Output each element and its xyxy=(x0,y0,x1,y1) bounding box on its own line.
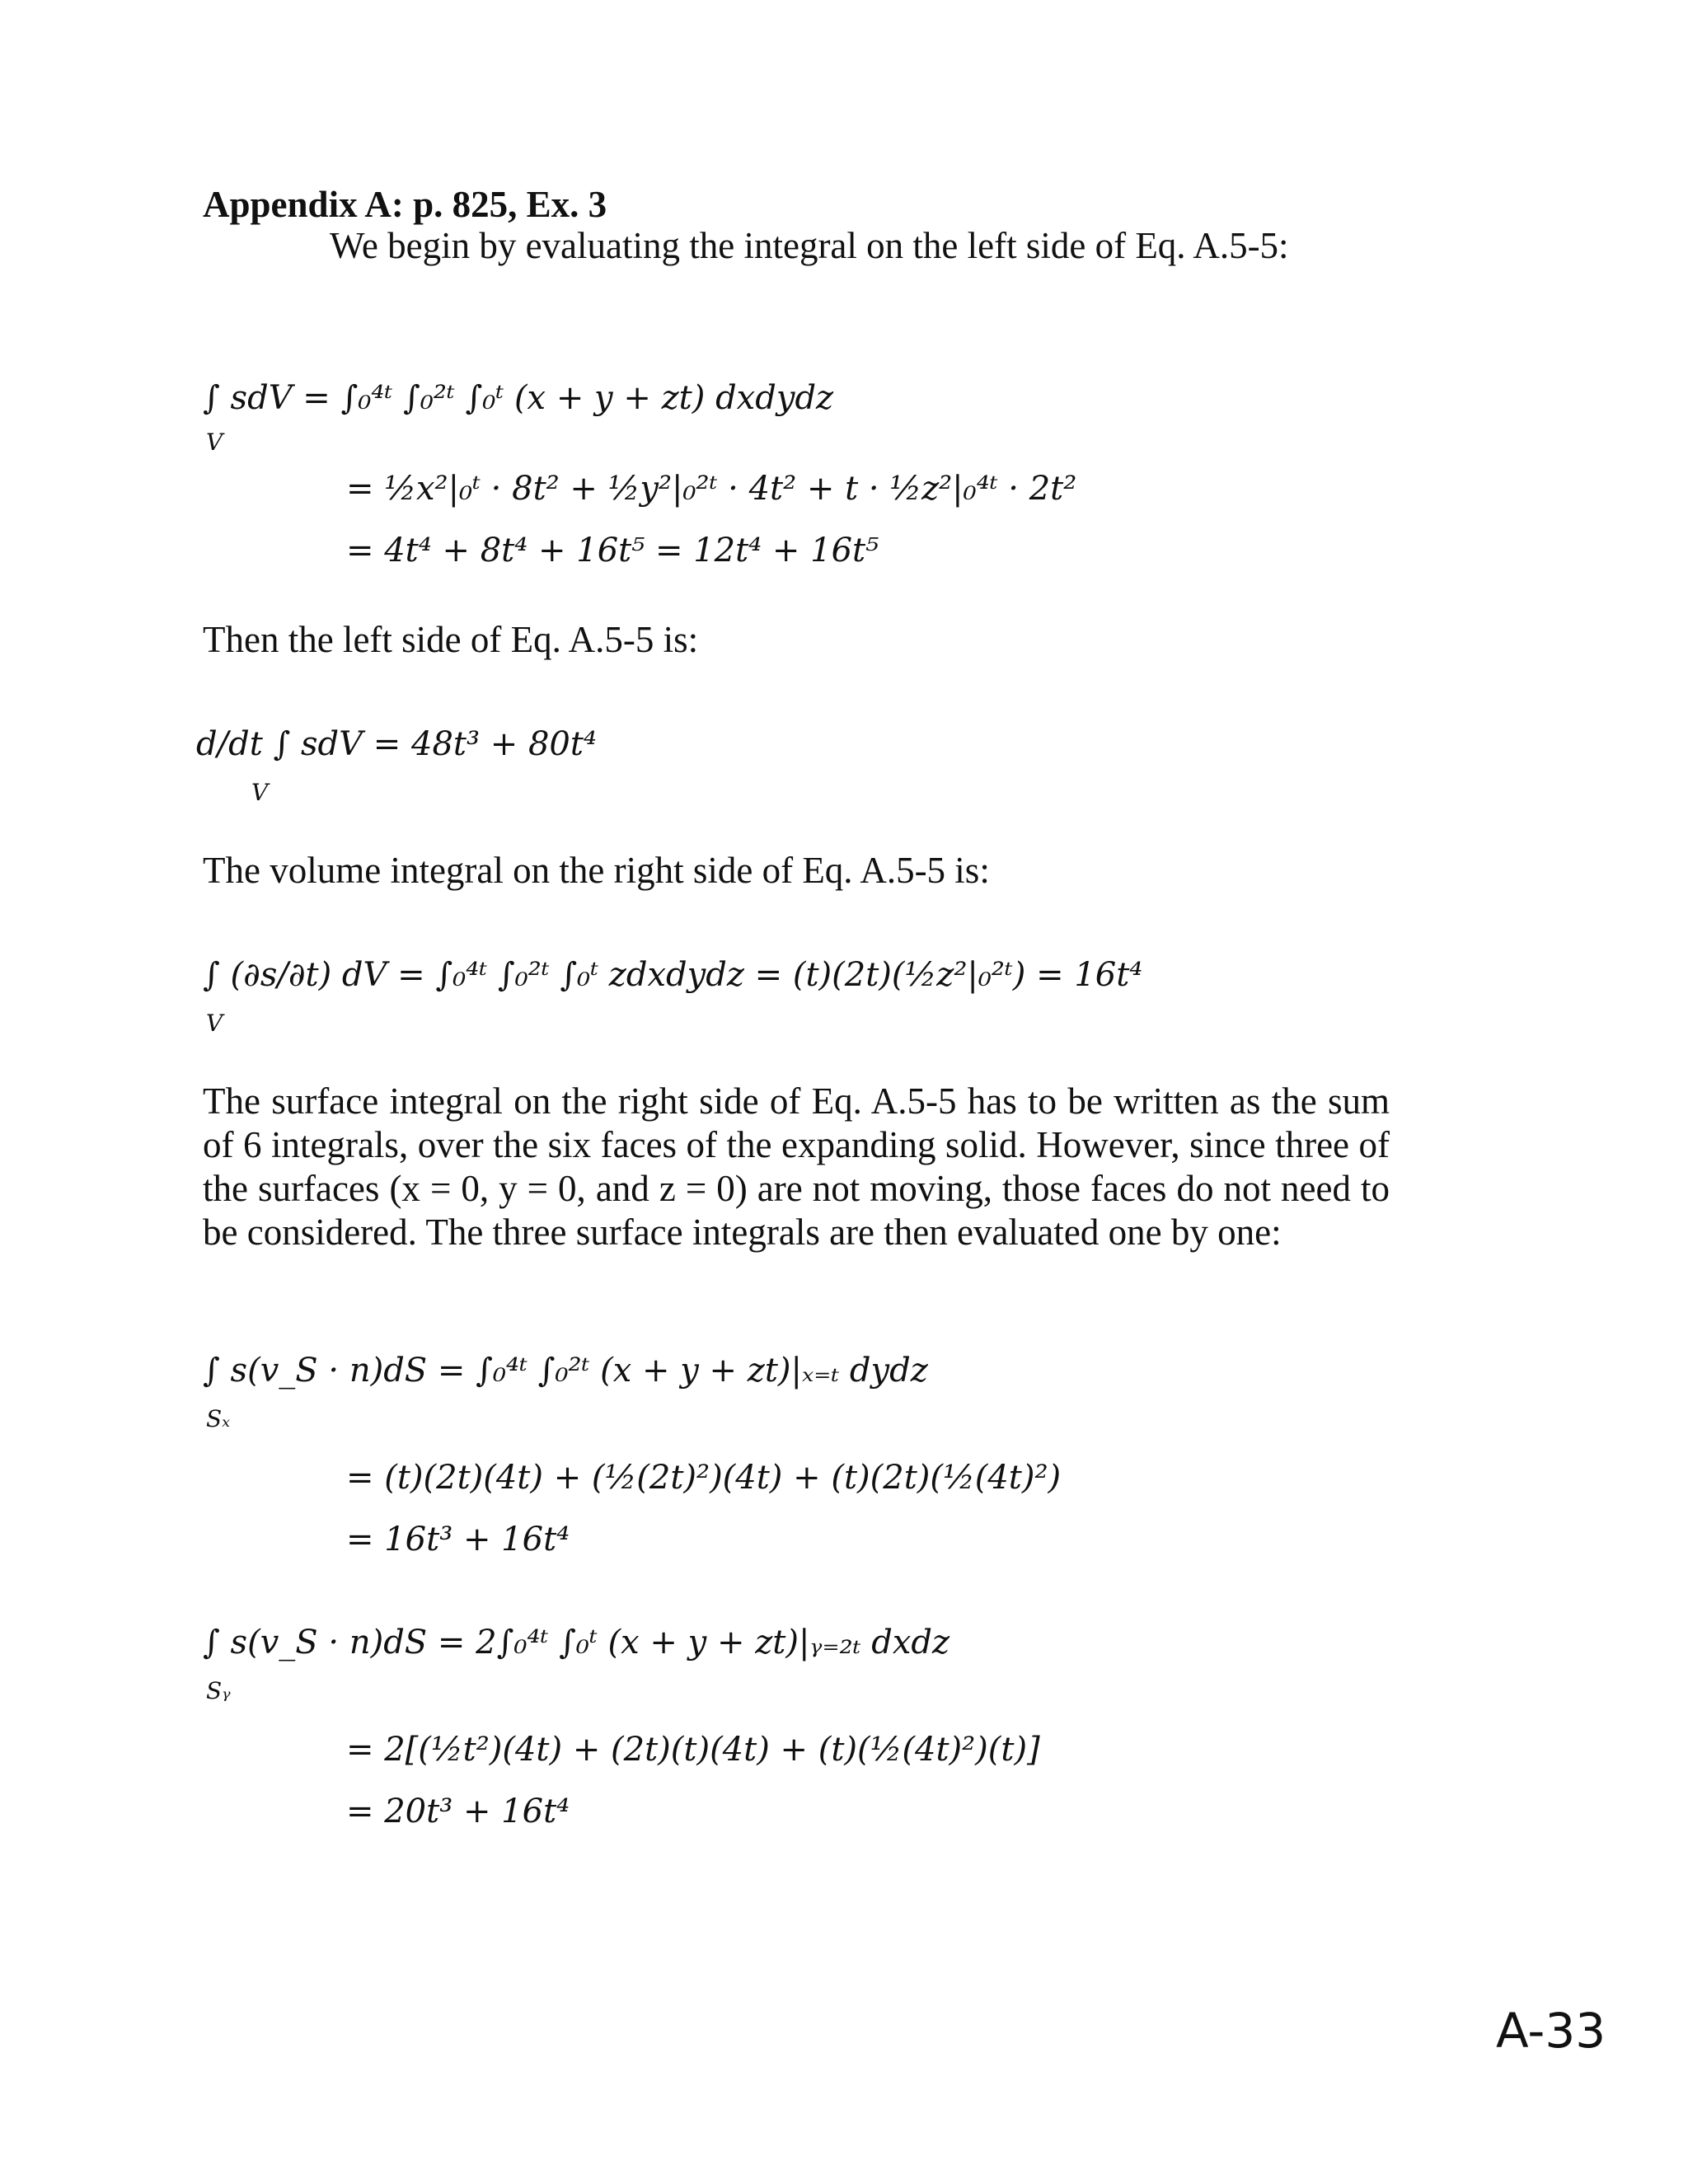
eq-derivative-under: V xyxy=(251,779,269,806)
eq-sy-line1-under: Sᵧ xyxy=(206,1677,231,1704)
eq-left-line3: = 4t⁴ + 8t⁴ + 16t⁵ = 12t⁴ + 16t⁵ xyxy=(346,532,879,569)
then-paragraph: Then the left side of Eq. A.5-5 is: xyxy=(203,619,699,660)
page-heading: Appendix A: p. 825, Ex. 3 xyxy=(203,184,607,225)
eq-sy-line2: = 2[(½t²)(4t) + (2t)(t)(4t) + (t)(½(4t)²)(t)] xyxy=(346,1731,1040,1769)
surface-paragraph: The surface integral on the right side of Eq. A.5-5 has to be written as the sum of 6 integrals, over the six faces of the expanding solid. However, since three of the surfaces (x = 0, y = 0, and z = 0) are not moving, those faces do not need to be considered. The three surface integrals are then evaluated one by one: xyxy=(203,1080,1390,1253)
eq-volume-under: V xyxy=(206,1010,223,1037)
eq-volume: ∫ (∂s/∂t) dV = ∫₀⁴ᵗ ∫₀²ᵗ ∫₀ᵗ zdxdydz = (t)(2t)(½z²|₀²ᵗ) = 16t⁴ xyxy=(203,956,1143,994)
page-number: A-33 xyxy=(1496,2003,1606,2059)
eq-sy-line3: = 20t³ + 16t⁴ xyxy=(346,1793,570,1830)
eq-derivative: d/dt ∫ sdV = 48t³ + 80t⁴ xyxy=(196,725,597,763)
eq-sx-line3: = 16t³ + 16t⁴ xyxy=(346,1521,570,1558)
eq-sx-line2: = (t)(2t)(4t) + (½(2t)²)(4t) + (t)(2t)(½(4t)²) xyxy=(346,1459,1062,1497)
eq-sx-line1-under: Sₓ xyxy=(206,1405,231,1432)
eq-left-line1-under: V xyxy=(206,429,223,456)
eq-sx-line1: ∫ s(v_S · n)dS = ∫₀⁴ᵗ ∫₀²ᵗ (x + y + zt)|ₓ₌ₜ dydz xyxy=(203,1352,928,1390)
volume-paragraph: The volume integral on the right side of Eq. A.5-5 is: xyxy=(203,850,990,891)
eq-left-line1: ∫ sdV = ∫₀⁴ᵗ ∫₀²ᵗ ∫₀ᵗ (x + y + zt) dxdydz xyxy=(203,379,834,417)
eq-left-line2: = ½x²|₀ᵗ · 8t² + ½y²|₀²ᵗ · 4t² + t · ½z²|₀⁴ᵗ · 2t² xyxy=(346,470,1077,508)
eq-sy-line1: ∫ s(v_S · n)dS = 2∫₀⁴ᵗ ∫₀ᵗ (x + y + zt)|ᵧ₌₂ₜ dxdz xyxy=(203,1624,950,1661)
intro-paragraph: We begin by evaluating the integral on the left side of Eq. A.5-5: xyxy=(330,225,1289,266)
